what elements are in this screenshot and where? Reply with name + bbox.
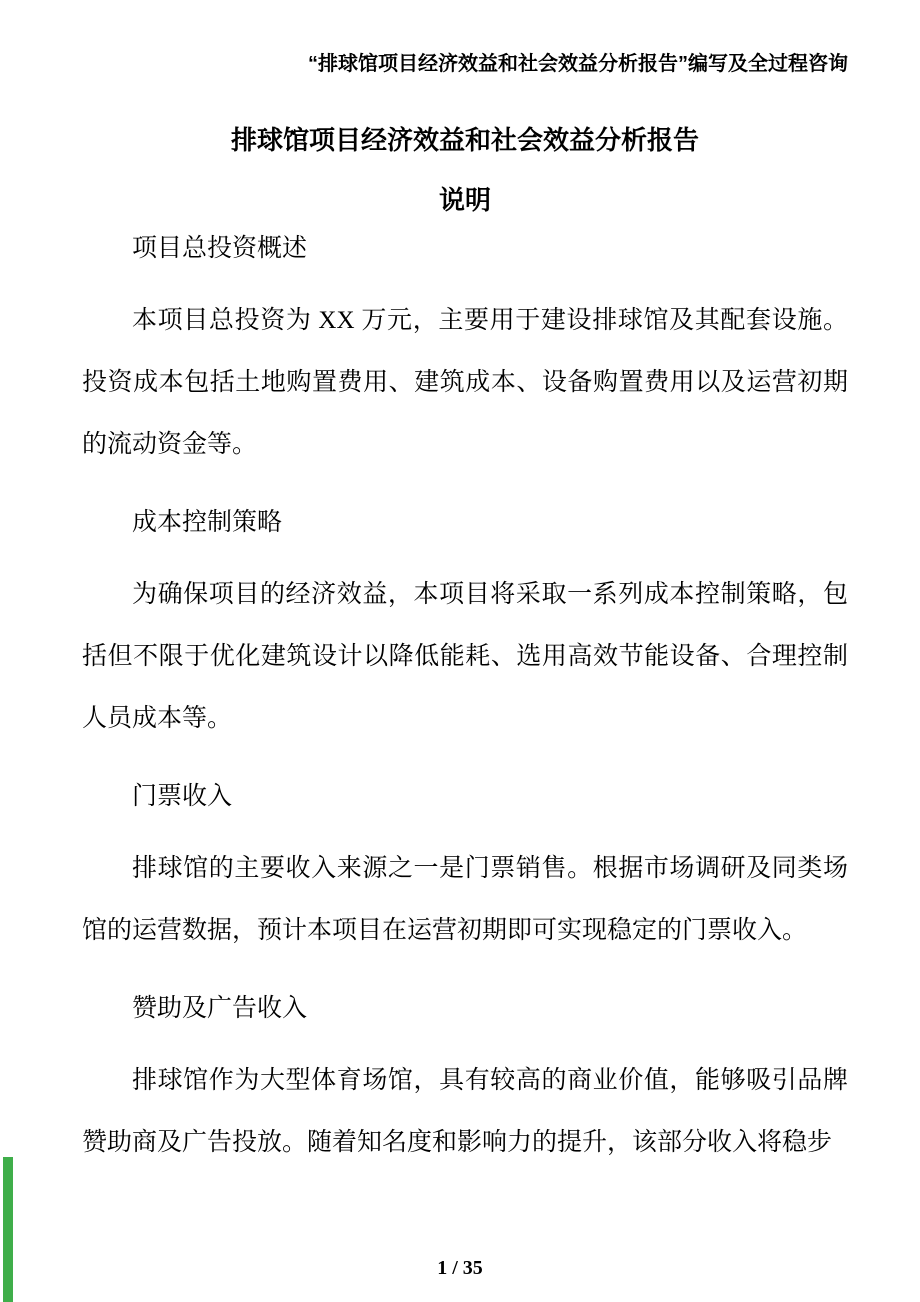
- document-subtitle: 说明: [438, 185, 491, 215]
- section-paragraph-cost-control: 为确保项目的经济效益，本项目将采取一系列成本控制策略，包括但不限于优化建筑设计以降低能耗、选用高效节能设备、合理控制人员成本等。: [82, 581, 848, 732]
- document-title: 排球馆项目经济效益和社会效益分析报告: [230, 125, 699, 155]
- section-heading-ticket-revenue: 门票收入: [132, 783, 233, 810]
- section-paragraph-ticket-revenue: 排球馆的主要收入来源之一是门票销售。根据市场调研及同类场馆的运营数据，预计本项目在运营初期即可实现稳定的门票收入。: [82, 855, 848, 944]
- section-paragraph-total-investment: 本项目总投资为 XX 万元，主要用于建设排球馆及其配套设施。投资成本包括土地购置费用、建筑成本、设备购置费用以及运营初期的流动资金等。: [82, 307, 848, 458]
- running-header: “排球馆项目经济效益和社会效益分析报告”编写及全过程咨询: [308, 53, 848, 75]
- section-heading-cost-control: 成本控制策略: [132, 509, 283, 536]
- section-paragraph-sponsorship-ads: 排球馆作为大型体育场馆，具有较高的商业价值，能够吸引品牌赞助商及广告投放。随着知名度和影响力的提升，该部分收入将稳步: [82, 1067, 848, 1156]
- section-heading-total-investment: 项目总投资概述: [132, 235, 308, 262]
- section-heading-sponsorship-ads: 赞助及广告收入: [132, 995, 308, 1022]
- page-edge-accent-bar: [3, 1157, 13, 1302]
- page-number: 1 / 35: [437, 1257, 483, 1279]
